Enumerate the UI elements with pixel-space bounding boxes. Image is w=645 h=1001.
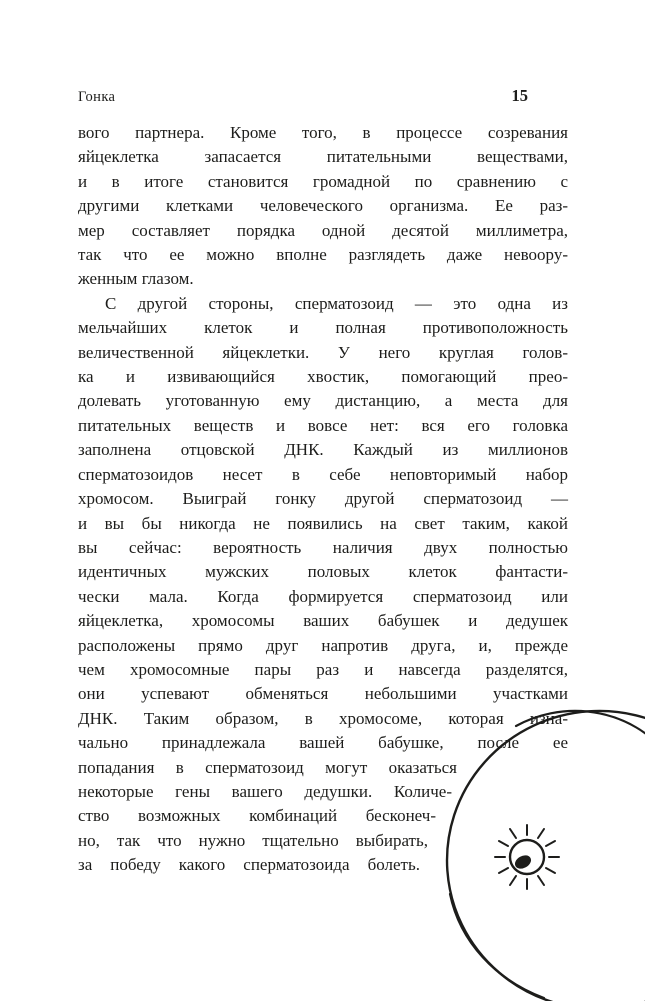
text-line: идентичных мужских половых клеток фантасти- [78, 562, 568, 582]
text-line: но, так что нужно тщательно выбирать, [78, 830, 428, 850]
text-line: питательных веществ и вовсе нет: вся его головка [78, 415, 568, 435]
text-line: чем хромосомные пары раз и навсегда разделятся, [78, 659, 568, 679]
text-line: С другой стороны, сперматозоид — это одна из [105, 293, 568, 313]
page-header [78, 86, 568, 106]
text-line: вы сейчас: вероятность наличия двух полностью [78, 537, 568, 557]
text-line: чески мала. Когда формируется сперматозоид или [78, 586, 568, 606]
text-line: за победу какого сперматозоида болеть. [78, 855, 420, 875]
page-number: 15 [511, 86, 528, 105]
text-line: мельчайших клеток и полная противоположность [78, 318, 568, 338]
text-line: и вы бы никогда не появились на свет таким, какой [78, 513, 568, 533]
running-title: Гонка [78, 89, 116, 105]
text-line: долевать уготованную ему дистанцию, а места для [78, 391, 568, 411]
paragraph [78, 292, 568, 878]
text-line: величественной яйцеклетки. У него круглая голов- [78, 342, 568, 362]
text-line: и в итоге становится громадной по сравнению с [78, 171, 568, 191]
body-text [78, 121, 568, 878]
text-line: яйцеклетка, хромосомы ваших бабушек и дедушек [78, 611, 568, 631]
text-line: попадания в сперматозоид могут оказаться [78, 757, 457, 777]
text-line: заполнена отцовской ДНК. Каждый из миллионов [78, 440, 568, 460]
text-line: мер составляет порядка одной десятой миллиметра, [78, 220, 568, 240]
text-line: чально принадлежала вашей бабушке, после ее [78, 733, 568, 753]
paragraph [78, 121, 568, 292]
text-line: расположены прямо друг напротив друга, и, прежде [78, 635, 568, 655]
text-line: женным глазом. [78, 269, 194, 289]
text-line: ДНК. Таким образом, в хромосоме, которая изна- [78, 708, 568, 728]
text-line: они успевают обменяться небольшими участками [78, 684, 568, 704]
text-line: ство возможных комбинаций бесконеч- [78, 806, 436, 826]
text-line: так что ее можно вполне разглядеть даже невоору- [78, 245, 568, 265]
text-line: сперматозоидов несет в себе неповторимый набор [78, 464, 568, 484]
text-line: яйцеклетка запасается питательными веществами, [78, 147, 568, 167]
text-line: ка и извивающийся хвостик, помогающий прео- [78, 367, 568, 387]
text-line: хромосом. Выиграй гонку другой сперматозоид — [78, 489, 568, 509]
text-line: вого партнера. Кроме того, в процессе созревания [78, 123, 568, 142]
text-line: некоторые гены вашего дедушки. Количе- [78, 781, 452, 801]
text-line: другими клетками человеческого организма. Ее раз- [78, 196, 568, 216]
